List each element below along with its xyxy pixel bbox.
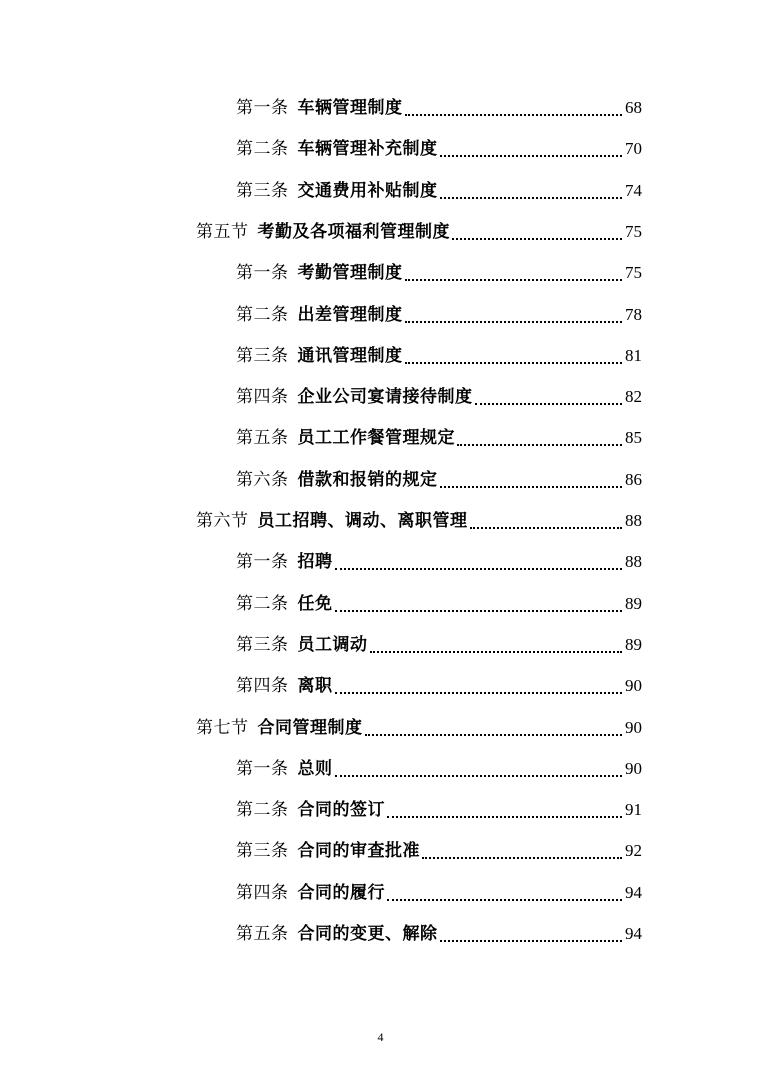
toc-entry-title: 通讯管理制度 [297, 345, 403, 366]
toc-article-entry[interactable] [236, 171, 642, 211]
toc-entry-number: 第三条 [236, 345, 289, 365]
toc-entry-number: 第六节 [196, 511, 249, 530]
toc-entry-title: 考勤及各项福利管理制度 [257, 221, 450, 242]
toc-entry-number: 第二条 [236, 139, 289, 159]
toc-article-entry[interactable] [236, 88, 642, 128]
toc-entry-page: 78 [625, 304, 642, 324]
toc-entry-number: 第三条 [236, 841, 289, 861]
dot-leader [440, 485, 623, 488]
toc-section-entry[interactable] [196, 708, 642, 748]
toc-entry-page: 70 [625, 139, 642, 159]
toc-entry-page: 88 [625, 552, 642, 572]
dot-leader [387, 815, 622, 818]
dot-leader [452, 237, 622, 240]
toc-entry-number: 第一条 [236, 758, 289, 778]
toc-entry-page: 68 [625, 98, 642, 117]
toc-entry-page: 82 [625, 387, 642, 407]
toc-entry-page: 90 [625, 717, 642, 737]
toc-entry-number: 第二条 [236, 800, 289, 820]
toc-entry-page: 91 [625, 800, 642, 820]
toc-entry-title: 任免 [297, 593, 333, 614]
toc-entry-title: 合同的签订 [297, 800, 385, 821]
dot-leader [365, 733, 623, 736]
toc-entry-page: 90 [625, 758, 642, 778]
toc-entry-number: 第七节 [196, 717, 249, 737]
toc-entry-title: 合同的审查批准 [297, 841, 420, 862]
dot-leader [335, 609, 623, 612]
toc-entry-page: 86 [625, 469, 642, 489]
dot-leader [405, 278, 623, 281]
toc-entry-page: 92 [625, 841, 642, 861]
toc-entry-page: 74 [625, 180, 642, 200]
toc-entry-title: 交通费用补贴制度 [297, 180, 438, 201]
dot-leader [440, 196, 623, 199]
dot-leader [405, 361, 623, 364]
toc-entry-page: 75 [625, 263, 642, 283]
toc-section-entry[interactable] [196, 501, 642, 541]
dot-leader [370, 650, 623, 653]
toc-entry-number: 第一条 [236, 552, 289, 572]
toc-entry-number: 第四条 [236, 676, 289, 696]
toc-entry-number: 第三条 [236, 180, 289, 200]
toc-entry-title: 员工工作餐管理规定 [297, 428, 455, 449]
toc-article-entry[interactable] [236, 831, 642, 871]
toc-entry-title: 总则 [297, 758, 333, 779]
toc-entry-title: 企业公司宴请接待制度 [297, 387, 473, 408]
toc-entry-number: 第一条 [236, 98, 289, 117]
toc-entry-title: 出差管理制度 [297, 304, 403, 325]
toc-section-entry[interactable] [196, 212, 642, 252]
toc-entry-page: 89 [625, 593, 642, 613]
toc-entry-page: 89 [625, 634, 642, 654]
toc-article-entry[interactable] [236, 336, 642, 376]
dot-leader [422, 856, 622, 859]
toc-article-entry[interactable] [236, 460, 642, 500]
dot-leader [470, 526, 623, 529]
dot-leader [457, 443, 622, 446]
toc-entry-title: 合同的变更、解除 [297, 924, 438, 944]
toc-entry-title: 车辆管理制度 [297, 98, 403, 118]
toc-entry-number: 第一条 [236, 263, 289, 283]
toc-entry-title: 员工调动 [297, 634, 368, 655]
toc-entry-page: 90 [625, 676, 642, 696]
toc-entry-title: 借款和报销的规定 [297, 469, 438, 490]
toc-entry-page: 94 [625, 924, 642, 943]
dot-leader [405, 320, 623, 323]
toc-article-entry[interactable] [236, 749, 642, 789]
dot-leader [335, 774, 623, 777]
toc-article-entry[interactable] [236, 418, 642, 458]
toc-entry-page: 88 [625, 511, 642, 530]
toc-entry-title: 合同的履行 [297, 882, 385, 903]
toc-entry-title: 招聘 [297, 552, 333, 573]
dot-leader [405, 113, 623, 116]
toc-entry-number: 第五节 [196, 221, 249, 241]
toc-article-entry[interactable] [236, 666, 642, 706]
toc-entry-page: 81 [625, 345, 642, 365]
toc-entry-page: 75 [625, 221, 642, 241]
page-number: 4 [377, 1030, 384, 1044]
toc-article-entry[interactable] [236, 295, 642, 335]
toc-entry-title: 考勤管理制度 [297, 263, 403, 284]
dot-leader [335, 691, 623, 694]
toc-entry-title: 离职 [297, 676, 333, 697]
toc-entry-title: 车辆管理补充制度 [297, 139, 438, 160]
toc-entry-page: 85 [625, 428, 642, 448]
toc-article-entry[interactable] [236, 584, 642, 624]
toc-article-entry[interactable] [236, 129, 642, 169]
toc-entry-number: 第四条 [236, 387, 289, 407]
toc-article-entry[interactable] [236, 253, 642, 293]
toc-article-entry[interactable] [236, 873, 642, 913]
dot-leader [387, 898, 622, 901]
toc-entry-number: 第五条 [236, 428, 289, 448]
toc-entry-page: 94 [625, 882, 642, 902]
toc-entry-number: 第五条 [236, 924, 289, 943]
toc-article-entry[interactable] [236, 377, 642, 417]
toc-article-entry[interactable] [236, 625, 642, 665]
dot-leader [475, 402, 623, 405]
toc-entry-number: 第六条 [236, 469, 289, 489]
toc-article-entry[interactable] [236, 542, 642, 582]
toc-article-entry[interactable] [236, 914, 642, 954]
toc-entry-number: 第四条 [236, 882, 289, 902]
toc-article-entry[interactable] [236, 790, 642, 830]
toc-entry-title: 合同管理制度 [257, 717, 363, 738]
toc-entry-number: 第三条 [236, 634, 289, 654]
toc-entry-number: 第二条 [236, 304, 289, 324]
dot-leader [335, 567, 623, 570]
toc-entry-number: 第二条 [236, 593, 289, 613]
dot-leader [440, 154, 623, 157]
toc-entry-title: 员工招聘、调动、离职管理 [257, 511, 468, 531]
dot-leader [440, 939, 623, 942]
